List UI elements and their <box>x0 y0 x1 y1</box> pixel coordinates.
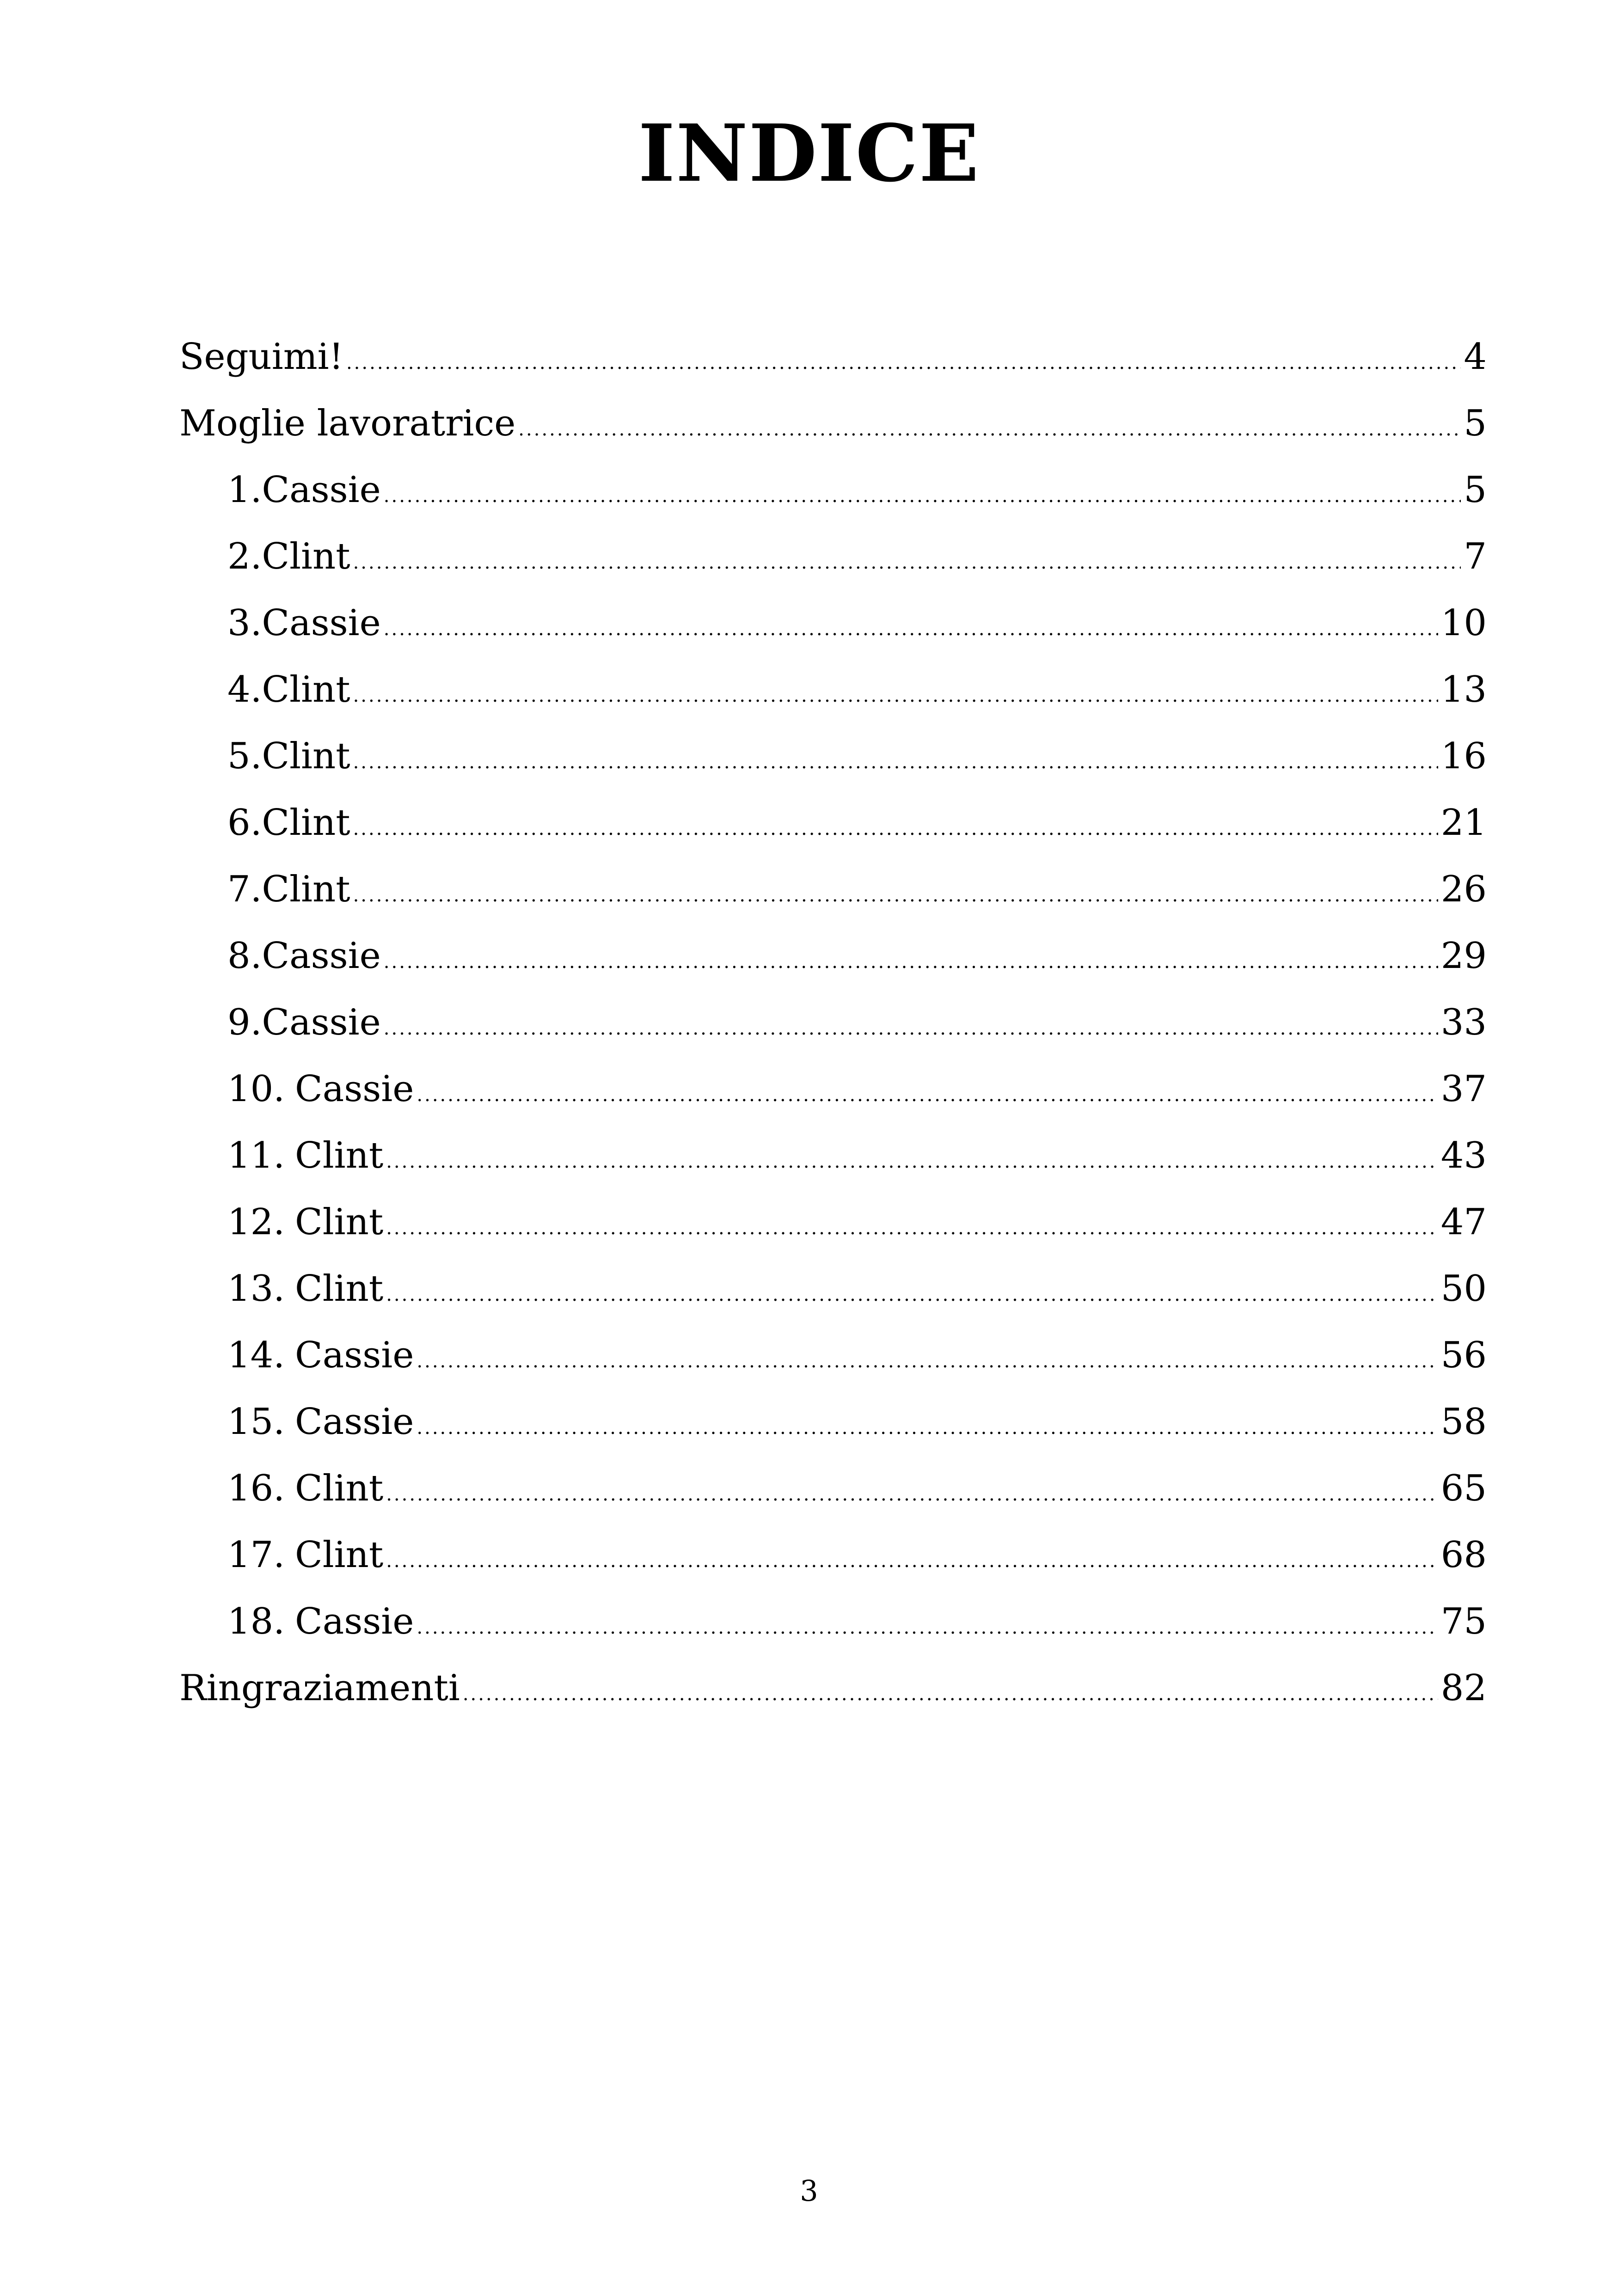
toc-entry-number: 13. <box>227 1268 285 1310</box>
toc-entry-page: 16 <box>1440 735 1487 777</box>
toc-entry-number: 11. <box>227 1135 285 1176</box>
toc-entry-number: 7. <box>227 869 262 910</box>
toc-entry-chapter-11[interactable] <box>179 1122 1487 1189</box>
toc-entry-label: Clint <box>262 536 350 577</box>
toc-dot-leader <box>384 1008 1438 1049</box>
toc-entry-page: 37 <box>1440 1068 1487 1110</box>
toc-entry-ringraziamenti[interactable] <box>179 1655 1487 1721</box>
toc-entry-page: 68 <box>1440 1534 1487 1576</box>
toc-entry-chapter-7[interactable] <box>179 856 1487 923</box>
toc-entry-chapter-3[interactable] <box>179 590 1487 656</box>
toc-entry-page: 75 <box>1440 1601 1487 1642</box>
toc-entry-page: 58 <box>1440 1401 1487 1443</box>
toc-entry-number: 14. <box>227 1335 285 1376</box>
toc-entry-page: 5 <box>1464 469 1487 511</box>
toc-entry-label: Cassie <box>295 1401 414 1443</box>
toc-entry-chapter-2[interactable] <box>179 523 1487 590</box>
toc-dot-leader <box>353 741 1438 783</box>
toc-dot-leader <box>353 675 1438 716</box>
toc-entry-chapter-6[interactable] <box>179 790 1487 856</box>
toc-entry-chapter-9[interactable] <box>179 989 1487 1056</box>
toc-entry-number: 9. <box>227 1002 262 1043</box>
toc-entry-page: 50 <box>1440 1268 1487 1310</box>
toc-entry-number: 5. <box>227 735 262 777</box>
toc-dot-leader <box>417 1407 1438 1449</box>
toc-entry-label: Clint <box>295 1468 384 1509</box>
toc-entry-moglie-lavoratrice[interactable] <box>179 390 1487 457</box>
toc-entry-chapter-5[interactable] <box>179 723 1487 790</box>
toc-entry-label: Clint <box>295 1534 384 1576</box>
toc-entry-number: 17. <box>227 1534 285 1576</box>
toc-entry-number: 4. <box>227 669 262 710</box>
toc-entry-label: Clint <box>262 802 350 844</box>
toc-entry-seguimi[interactable] <box>179 324 1487 390</box>
toc-entry-page: 56 <box>1440 1335 1487 1376</box>
toc-dot-leader <box>417 1607 1438 1648</box>
toc-entry-number: 8. <box>227 935 262 977</box>
toc-entry-page: 65 <box>1440 1468 1487 1509</box>
toc-entry-number: 12. <box>227 1201 285 1243</box>
toc-entry-page: 13 <box>1440 669 1487 710</box>
toc-entry-page: 7 <box>1464 536 1487 577</box>
toc-entry-page: 82 <box>1440 1667 1487 1709</box>
toc-entry-label: Cassie <box>262 935 381 977</box>
toc-dot-leader <box>384 475 1461 517</box>
toc-dot-leader <box>386 1274 1438 1316</box>
toc-entry-number: 3. <box>227 602 262 644</box>
table-of-contents <box>179 324 1487 1721</box>
page-title: INDICE <box>638 107 980 200</box>
toc-entry-page: 5 <box>1464 403 1487 444</box>
toc-entry-number: 6. <box>227 802 262 844</box>
toc-dot-leader <box>518 409 1461 450</box>
toc-entry-chapter-12[interactable] <box>179 1189 1487 1255</box>
toc-entry-number: 18. <box>227 1601 285 1642</box>
toc-entry-chapter-13[interactable] <box>179 1255 1487 1322</box>
toc-entry-label: Clint <box>262 869 350 910</box>
toc-entry-page: 47 <box>1440 1201 1487 1243</box>
toc-entry-label: Clint <box>295 1135 384 1176</box>
toc-dot-leader <box>386 1474 1438 1515</box>
toc-entry-page: 26 <box>1440 869 1487 910</box>
toc-entry-label: Moglie lavoratrice <box>179 403 516 444</box>
toc-entry-number: 16. <box>227 1468 285 1509</box>
toc-entry-number: 10. <box>227 1068 285 1110</box>
toc-entry-label: Seguimi! <box>179 336 343 378</box>
toc-entry-label: Cassie <box>262 602 381 644</box>
toc-entry-label: Clint <box>295 1268 384 1310</box>
toc-entry-page: 43 <box>1440 1135 1487 1176</box>
toc-entry-page: 33 <box>1440 1002 1487 1043</box>
toc-entry-label: Clint <box>295 1201 384 1243</box>
toc-entry-chapter-10[interactable] <box>179 1056 1487 1122</box>
toc-dot-leader <box>384 941 1438 983</box>
toc-entry-chapter-16[interactable] <box>179 1455 1487 1522</box>
toc-entry-label: Cassie <box>295 1335 414 1376</box>
toc-dot-leader <box>346 342 1461 384</box>
toc-entry-page: 4 <box>1464 336 1487 378</box>
toc-entry-chapter-17[interactable] <box>179 1522 1487 1588</box>
toc-entry-chapter-8[interactable] <box>179 923 1487 989</box>
toc-dot-leader <box>386 1207 1438 1249</box>
toc-entry-page: 10 <box>1440 602 1487 644</box>
toc-dot-leader <box>353 542 1461 583</box>
toc-dot-leader <box>384 608 1438 650</box>
toc-entry-chapter-18[interactable] <box>179 1588 1487 1655</box>
toc-entry-chapter-14[interactable] <box>179 1322 1487 1389</box>
toc-entry-label: Cassie <box>262 469 381 511</box>
toc-entry-label: Ringraziamenti <box>179 1667 460 1709</box>
toc-entry-chapter-1[interactable] <box>179 457 1487 523</box>
toc-entry-label: Cassie <box>262 1002 381 1043</box>
toc-dot-leader <box>353 808 1438 850</box>
toc-entry-page: 21 <box>1440 802 1487 844</box>
toc-entry-number: 15. <box>227 1401 285 1443</box>
toc-dot-leader <box>463 1673 1438 1715</box>
toc-entry-label: Cassie <box>295 1601 414 1642</box>
page-number: 3 <box>800 2174 818 2208</box>
toc-entry-page: 29 <box>1440 935 1487 977</box>
toc-dot-leader <box>353 875 1438 916</box>
toc-dot-leader <box>386 1540 1438 1582</box>
toc-entry-label: Cassie <box>295 1068 414 1110</box>
toc-entry-number: 2. <box>227 536 262 577</box>
toc-dot-leader <box>417 1341 1438 1382</box>
toc-dot-leader <box>386 1141 1438 1182</box>
toc-entry-chapter-4[interactable] <box>179 656 1487 723</box>
toc-entry-chapter-15[interactable] <box>179 1389 1487 1455</box>
toc-entry-label: Clint <box>262 669 350 710</box>
toc-dot-leader <box>417 1074 1438 1116</box>
toc-entry-label: Clint <box>262 735 350 777</box>
toc-entry-number: 1. <box>227 469 262 511</box>
